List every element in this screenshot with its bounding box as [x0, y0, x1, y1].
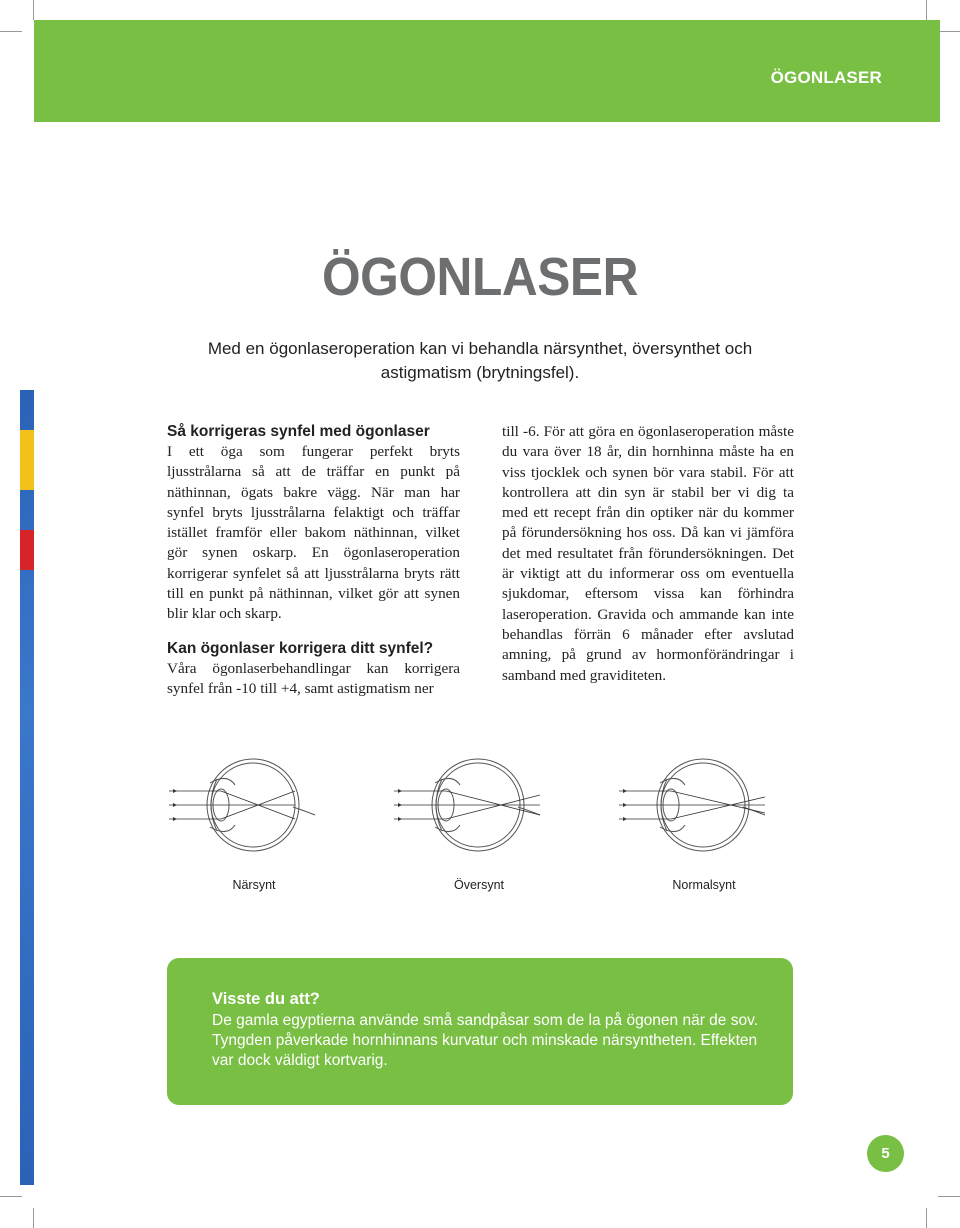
crop-mark: [33, 1208, 34, 1228]
crop-mark: [938, 31, 960, 32]
crop-mark: [926, 0, 927, 20]
diagram-caption: Närsynt: [232, 878, 276, 892]
text-column-left: [167, 422, 460, 699]
crop-mark: [938, 1196, 960, 1197]
crop-mark: [0, 1196, 22, 1197]
eye-diagrams: [0, 745, 960, 905]
text-column-right: [502, 422, 794, 686]
crop-mark: [33, 0, 34, 20]
strip-red-fragment: [20, 530, 34, 570]
section-body: I ett öga som fungerar perfekt bryts ljusstrålarna så att de träffar en punkt på näthinnan, ögats bakre vägg. När man har synfel bryts ljusstrålarna felaktigt och träffar istället framför eller bakom näthinnan, vilket gör synen oskarp. En ögonlaseroperation korrigerar synfelet så att ljusstrålarna bryts rätt till en punkt på näthinnan, vilket gör att synen blir klar och skarp.: [167, 443, 460, 623]
header-label: ÖGONLASER: [770, 68, 882, 87]
section-heading: Kan ögonlaser korrigera ditt synfel?: [167, 639, 434, 657]
myopia-eye-icon: [165, 745, 365, 855]
fact-box-title: Visste du att?: [212, 990, 320, 1008]
crop-mark: [0, 31, 22, 32]
lead-paragraph: Med en ögonlaseroperation kan vi behandla närsynthet, översynthet och astigmatism (brytningsfel).: [207, 339, 753, 382]
page-title: ÖGONLASER: [321, 247, 639, 307]
fact-box-body: De gamla egyptierna använde små sandpåsar som de la på ögonen när de sov. Tyngden påverkade hornhinnans kurvatur och minskade närsyntheten. Effekten var dock väldigt kortvarig.: [212, 1012, 759, 1069]
section-body-part2: till -6. För att göra en ögonlaseroperation måste du vara över 18 år, din hornhinna måste ha en viss tjocklek och synen bör vara stabil. För att kontrollera att din syn är stabil ber vi dig ta med ett recept från din optiker när du kommer på förundersökning hos oss. Då kan vi jämföra det med resultatet från förundersökningen. Det är viktigt att du informerar oss om eventuella sjukdomar, eftersom vissa kan förhindra laseroperation. Gravida och ammande kan inte behandlas förrän 6 månader efter avslutad amning, på grund av hormonförändringar i samband med graviditeten.: [502, 423, 794, 684]
crop-mark: [926, 1208, 927, 1228]
header-band: [34, 20, 940, 122]
strip-yellow-fragment: [20, 430, 34, 490]
section-body-part1: Våra ögonlaserbehandlingar kan korrigera synfel från -10 till +4, samt astigmatism ner: [167, 659, 460, 697]
fact-box: [167, 958, 793, 1105]
normal-eye-icon: [615, 745, 815, 855]
hyperopia-eye-icon: [390, 745, 590, 855]
diagram-caption: Normalsynt: [672, 878, 736, 892]
diagram-caption: Översynt: [453, 878, 504, 892]
section-heading: Så korrigeras synfel med ögonlaser: [167, 423, 430, 440]
page-number: 5: [867, 1135, 904, 1172]
